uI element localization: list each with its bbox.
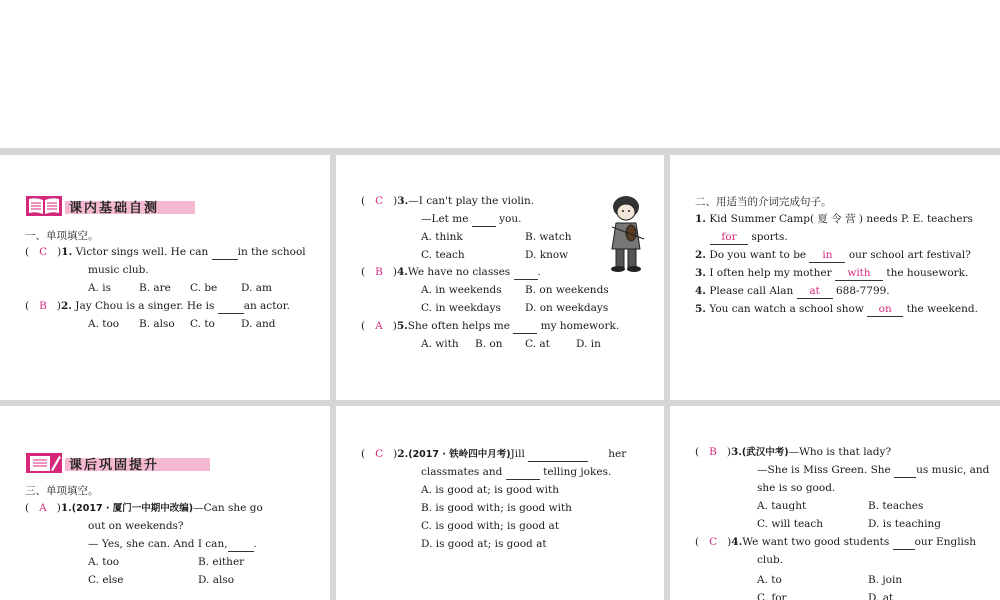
option: A. with bbox=[421, 338, 459, 350]
option: D. is good at; is good at bbox=[421, 538, 547, 550]
sentence-3: 3. I often help my mother with the housework. bbox=[695, 267, 969, 279]
option: A. think bbox=[421, 231, 463, 243]
question-1-line-2: music club. bbox=[88, 264, 149, 276]
answer-letter: C bbox=[709, 536, 718, 548]
sentence-2: 2. Do you want to be in our school art festival? bbox=[695, 249, 971, 261]
panel-preposition-fill bbox=[670, 155, 1000, 400]
question-3-line-3: she is so good. bbox=[757, 482, 836, 494]
option: C. to bbox=[190, 318, 215, 330]
question-5: ( A )5.She often helps me my homework. bbox=[361, 320, 620, 332]
option: D. and bbox=[241, 318, 276, 330]
option: D. know bbox=[525, 249, 569, 261]
option: A. is bbox=[88, 282, 112, 294]
pencil-note-icon bbox=[25, 452, 63, 474]
answer-letter: B bbox=[709, 446, 717, 458]
question-1: ( A )1.(2017 · 厦门一中期中改编)—Can she go bbox=[25, 502, 263, 514]
option: B. on bbox=[475, 338, 503, 350]
question-2-line-2: classmates and telling jokes. bbox=[421, 466, 612, 478]
panel-questions-3-4 bbox=[670, 406, 1000, 600]
panel-question-2 bbox=[336, 406, 664, 600]
question-3-line-2: —She is Miss Green. She us music, and bbox=[757, 464, 990, 476]
panel-in-class-test bbox=[0, 155, 330, 400]
answer-letter: C bbox=[375, 448, 384, 460]
question-1-line-3: — Yes, she can. And I can, . bbox=[88, 538, 257, 550]
answer-letter: C bbox=[39, 246, 48, 258]
option: C. at bbox=[525, 338, 550, 350]
sentence-5: 5. You can watch a school show on the weekend. bbox=[695, 303, 978, 315]
option: A. to bbox=[757, 574, 782, 586]
question-4: ( C )4.We want two good students our English bbox=[695, 536, 977, 548]
option: D. at bbox=[868, 592, 894, 600]
question-3: ( B )3.(武汉中考)—Who is that lady? bbox=[695, 446, 892, 458]
question-1: ( C )1. Victor sings well. He can in the school bbox=[25, 246, 306, 258]
option: D. on weekdays bbox=[525, 302, 609, 314]
answer-letter: A bbox=[375, 320, 383, 332]
section-header-title: 课内基础自测 bbox=[69, 201, 160, 216]
answer-letter: C bbox=[375, 195, 384, 207]
section-title: 二、用适当的介词完成句子。 bbox=[695, 196, 832, 208]
option: C. in weekdays bbox=[421, 302, 501, 314]
option: B. either bbox=[198, 556, 245, 568]
option: A. in weekends bbox=[421, 284, 502, 296]
option: B. on weekends bbox=[525, 284, 609, 296]
option: D. am bbox=[241, 282, 272, 294]
option: D. in bbox=[576, 338, 601, 350]
question-4: ( B )4.We have no classes . bbox=[361, 266, 541, 278]
option: C. will teach bbox=[757, 518, 824, 530]
answer-letter: A bbox=[39, 502, 47, 514]
option: A. taught bbox=[757, 500, 807, 512]
sentence-1: 1. Kid Summer Camp( 夏 令 营 ) needs P. E. teachers bbox=[695, 213, 973, 225]
section-title: 三、单项填空。 bbox=[25, 485, 99, 497]
question-2: ( C )2.(2017 · 铁岭四中月考)Jill her bbox=[361, 448, 627, 460]
answer-letter: B bbox=[375, 266, 383, 278]
question-4-line-2: club. bbox=[757, 554, 784, 566]
option: C. for bbox=[757, 592, 787, 600]
option: D. is teaching bbox=[868, 518, 941, 530]
sentence-4: 4. Please call Alan at 688-7799. bbox=[695, 285, 890, 297]
option: B. join bbox=[868, 574, 903, 586]
section-header-banner bbox=[25, 195, 200, 217]
option: A. too bbox=[88, 556, 120, 568]
option: C. be bbox=[190, 282, 218, 294]
option: C. is good with; is good at bbox=[421, 520, 560, 532]
option: B. also bbox=[139, 318, 175, 330]
filled-blank: for bbox=[710, 230, 748, 245]
option: B. watch bbox=[525, 231, 572, 243]
filled-blank: in bbox=[809, 248, 845, 263]
section-header-title: 课后巩固提升 bbox=[69, 458, 160, 473]
section-header-banner bbox=[25, 452, 215, 474]
answer-letter: B bbox=[39, 300, 47, 312]
option: B. teaches bbox=[868, 500, 924, 512]
question-2: ( B )2. Jay Chou is a singer. He is an actor. bbox=[25, 300, 290, 312]
question-3-line-2: —Let me you. bbox=[421, 213, 522, 225]
question-3: ( C )3.—I can't play the violin. bbox=[361, 195, 535, 207]
option: D. also bbox=[198, 574, 235, 586]
panel-questions-3-5 bbox=[336, 155, 664, 400]
open-book-icon bbox=[25, 195, 63, 217]
panel-after-class bbox=[0, 406, 330, 600]
question-1-line-2: out on weekends? bbox=[88, 520, 184, 532]
option: C. teach bbox=[421, 249, 465, 261]
violin-boy-illustration bbox=[598, 193, 648, 273]
option: A. is good at; is good with bbox=[421, 484, 559, 496]
filled-blank: on bbox=[867, 302, 903, 317]
sentence-1-line-2: for sports. bbox=[710, 230, 788, 245]
section-title: 一、单项填空。 bbox=[25, 230, 99, 242]
option: B. is good with; is good with bbox=[421, 502, 572, 514]
filled-blank: with bbox=[835, 266, 883, 281]
option: B. are bbox=[139, 282, 171, 294]
option: A. too bbox=[88, 318, 120, 330]
filled-blank: at bbox=[797, 284, 833, 299]
option: C. else bbox=[88, 574, 124, 586]
